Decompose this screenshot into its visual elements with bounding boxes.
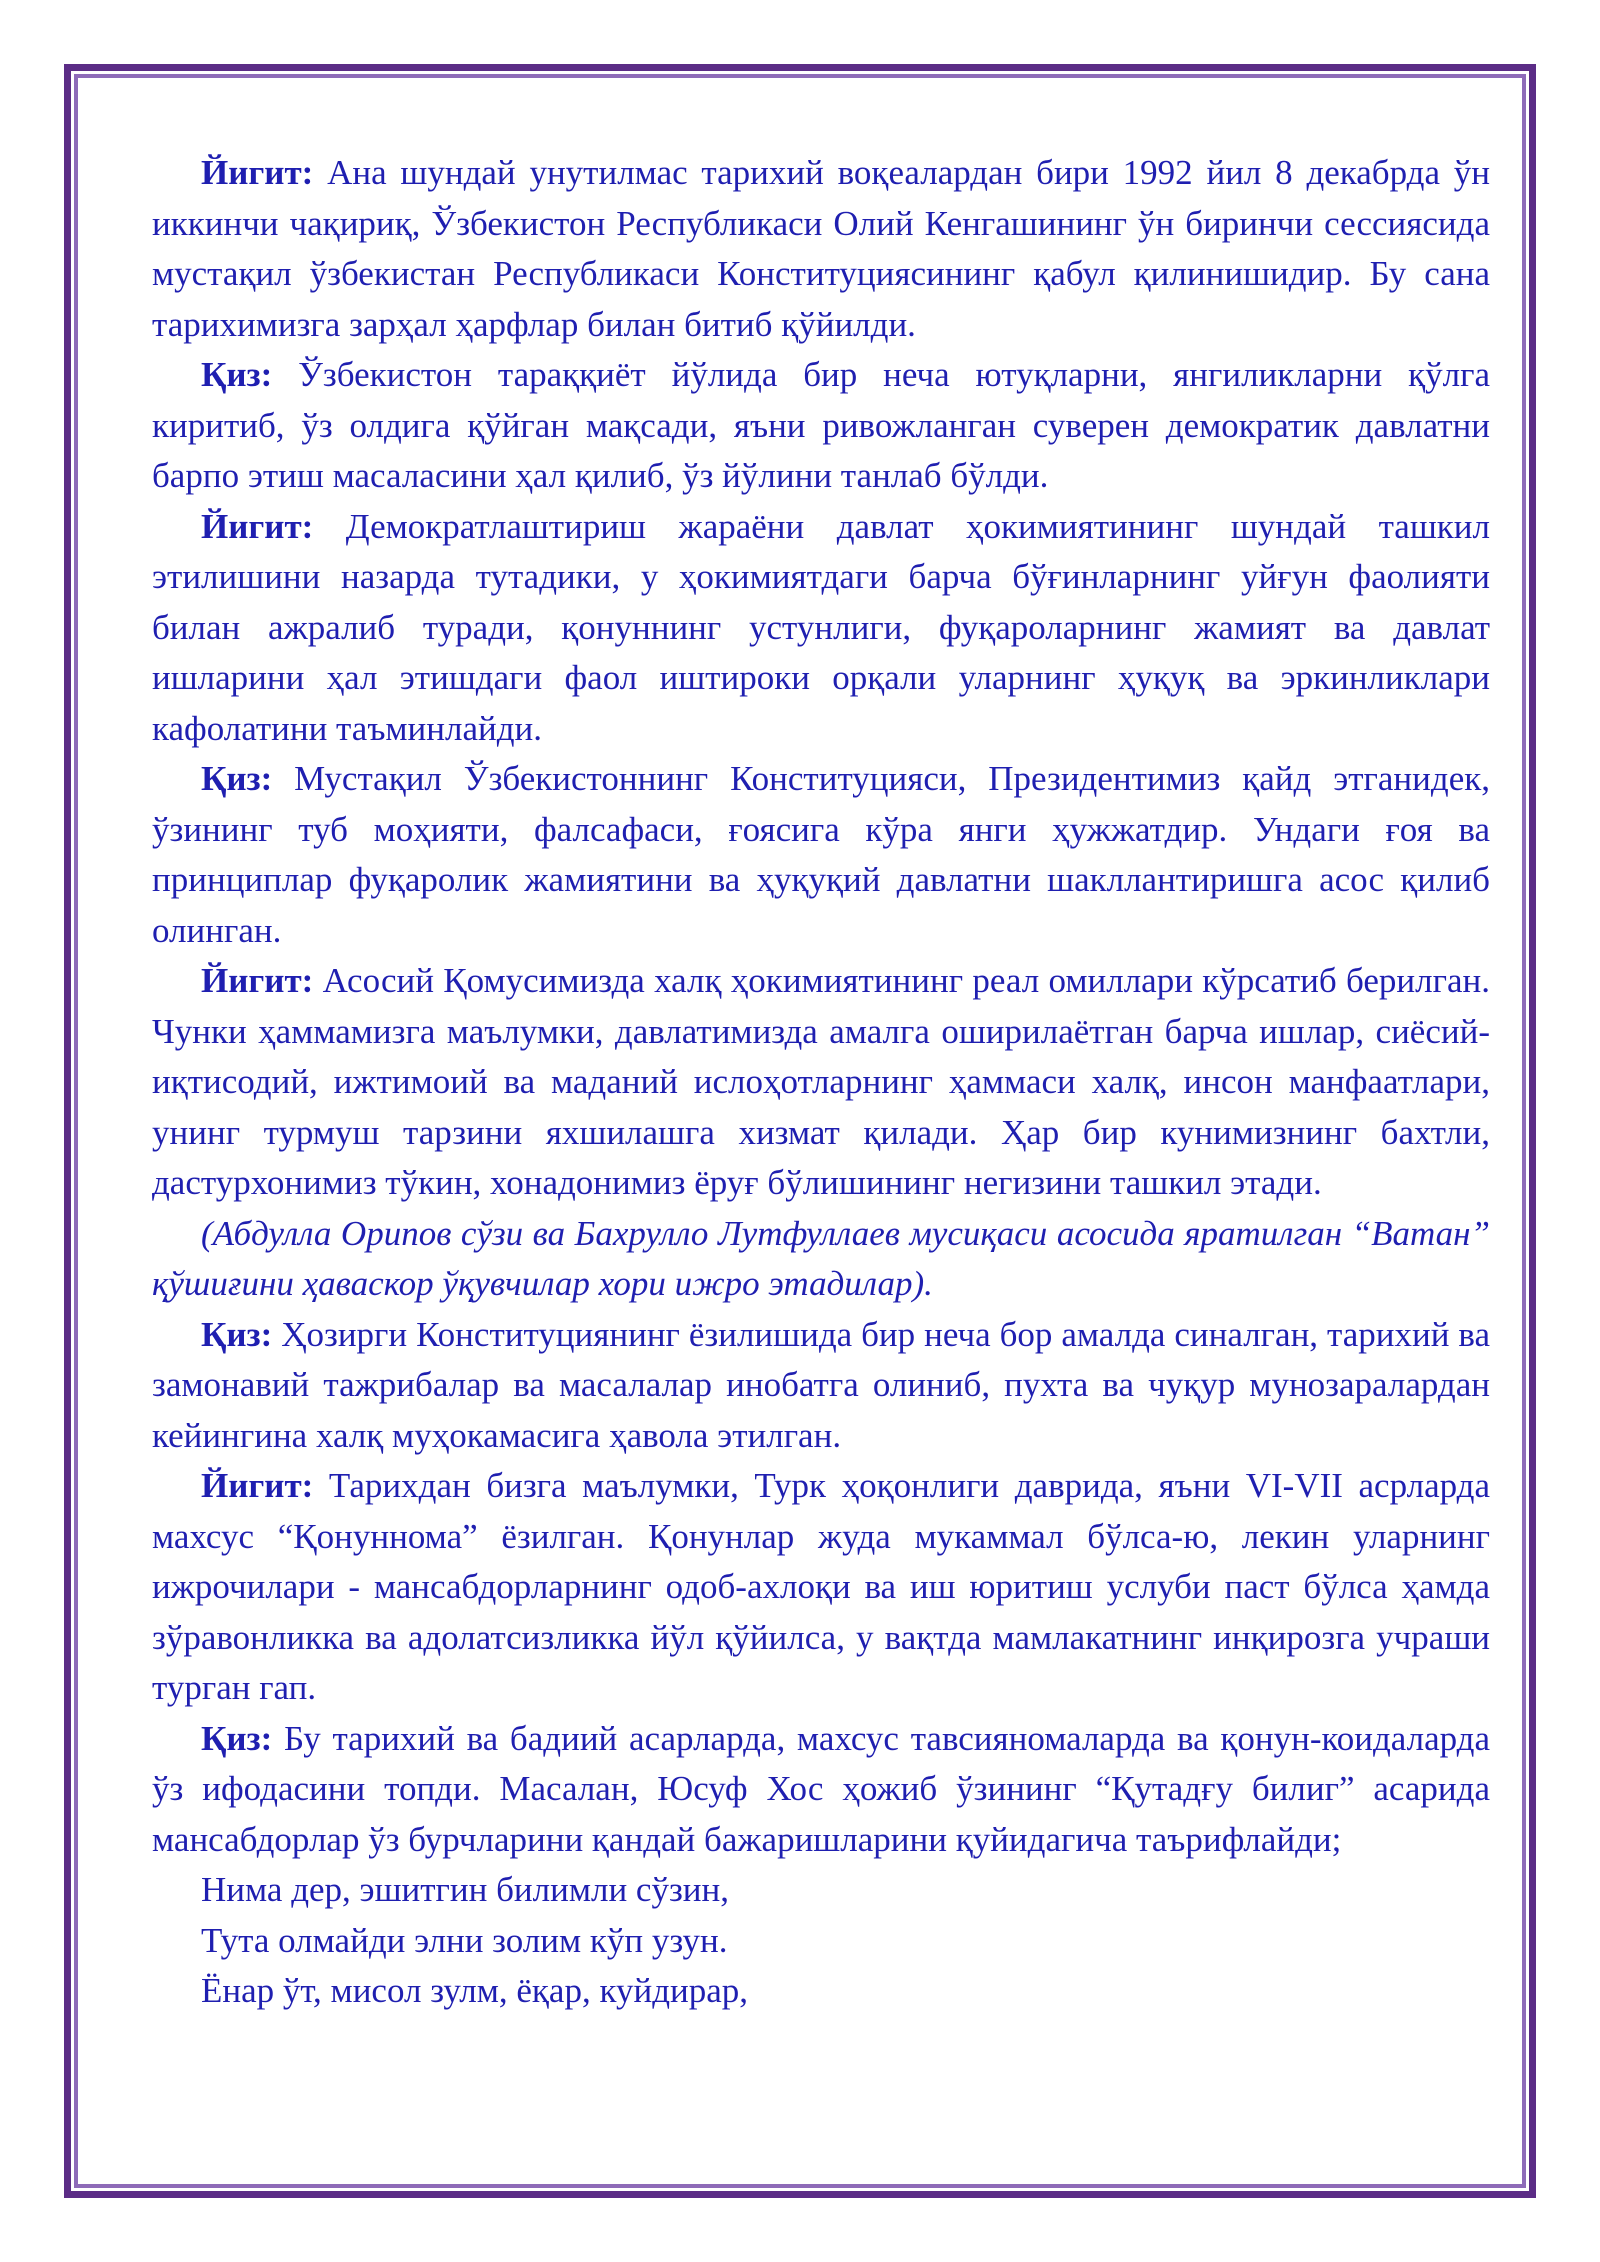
paragraph-text: Ўзбекистон тараққиёт йўлида бир неча ютуқларни, янгиликларни қўлга киритиб, ўз олдига қўйган мақсади, яъни ривожланган суверен демократик давлатни барпо этиш масаласини ҳал қилиб, ўз йўлини танлаб бўлди.: [152, 355, 1490, 495]
paragraph: [152, 1310, 1490, 1462]
paragraph-text: Тарихдан бизга маълумки, Турк ҳоқонлиги даврида, яъни VI-VII асрларда махсус “Қонуннома” ёзилган. Қонунлар жуда мукаммал бўлса-ю, лекин уларнинг ижрочилари - мансабдорларнинг одоб-ахлоқи ва иш юритиш услуби паст бўлса ҳамда зўравонликка ва адолатсизликка йўл қўйилса, у вақтда мамлакатнинг инқирозга учраши турган гап.: [152, 1466, 1490, 1707]
paragraph-text: Бу тарихий ва бадиий асарларда, махсус тавсияномаларда ва қонун-коидаларда ўз ифодасини топди. Масалан, Юсуф Хос ҳожиб ўзининг “Қутадғу билиг” асарида мансабдорлар ўз бурчларини қандай бажаришларини қуйидагича таърифлайди;: [152, 1718, 1490, 1859]
paragraph-text: Ана шундай унутилмас тарихий воқеалардан бири 1992 йил 8 декабрда ўн иккинчи чақириқ, Ўзбекистон Республикаси Олий Кенгашининг ўн биринчи сессиясида мустақил ўзбекистан Республикаси Конституциясининг қабул қилинишидир. Бу сана тарихимизга зарҳал ҳарфлар билан битиб қўйилди.: [152, 153, 1490, 344]
speaker-label: Қиз:: [201, 1314, 273, 1354]
paragraph-text: Мустақил Ўзбекистоннинг Конституцияси, Президентимиз қайд этганидек, ўзининг туб моҳияти, фалсафаси, ғоясига кўра янги ҳужжатдир. Ундаги ғоя ва принциплар фуқаролик жамиятини ва ҳуқуқий давлатни шакллантиришга асос қилиб олинган.: [152, 759, 1490, 950]
speaker-label: Йигит:: [201, 1466, 314, 1505]
verse-line: Тута олмайди элни золим кўп узун.: [201, 1920, 728, 1960]
paragraph: [152, 350, 1490, 502]
paragraph-text: Демократлаштириш жараёни давлат ҳокимиятининг шундай ташкил этилишини назарда тутадики, у ҳокимиятдаги барча бўғинларнинг уйғун фаолияти билан ажралиб туради, қонуннинг устунлиги, фуқароларнинг жамият ва давлат ишларини ҳал этишдаги фаол иштироки орқали уларнинг ҳуқуқ ва эркинликлари кафолатини таъминлайди.: [152, 506, 1490, 748]
paragraph: [152, 148, 1490, 350]
paragraph-text: Асосий Қомусимизда халқ ҳокимиятининг реал омиллари кўрсатиб берилган. Чунки ҳаммамизга маълумки, давлатимизда амалга оширилаётган барча ишлар, сиёсий-иқтисодий, ижтимоий ва маданий ислоҳотларнинг ҳаммаси халқ, инсон манфаатлари, унинг турмуш тарзини яхшилашга хизмат қилади. Ҳар бир кунимизнинг бахтли, дастурхонимиз тўкин, хонадонимиз ёруғ бўлишининг негизини ташкил этади.: [152, 961, 1490, 1202]
verse-line: Ёнар ўт, мисол зулм, ёқар, куйдирар,: [201, 1971, 749, 2010]
speaker-label: Қиз:: [201, 759, 273, 798]
speaker-label: Йигит:: [201, 506, 314, 546]
verse-line: Нима дер, эшитгин билимли сўзин,: [201, 1870, 730, 1909]
paragraph-text: Ҳозирги Конституциянинг ёзилишида бир неча бор амалда синалган, тарихий ва замонавий тажрибалар ва масалалар инобатга олиниб, пухта ва чуқур мунозаралардан кейингина халқ муҳокамасига ҳавола этилган.: [152, 1314, 1490, 1455]
speaker-label: Қиз:: [201, 1718, 273, 1758]
paragraph: [152, 1461, 1490, 1714]
stage-direction: (Абдулла Орипов сўзи ва Бахрулло Лутфуллаев мусиқаси асосида яратилган “Ватан” қўшиғини ҳаваскор ўқувчилар хори ижро этадилар).: [152, 1213, 1490, 1303]
speaker-label: Йигит:: [201, 153, 314, 192]
speaker-label: Қиз:: [201, 355, 273, 394]
speaker-label: Йигит:: [201, 961, 314, 1000]
paragraph: [152, 1714, 1490, 1866]
document-body: [152, 148, 1490, 2017]
paragraph: [152, 754, 1490, 956]
paragraph: [152, 502, 1490, 755]
paragraph: [152, 956, 1490, 1209]
